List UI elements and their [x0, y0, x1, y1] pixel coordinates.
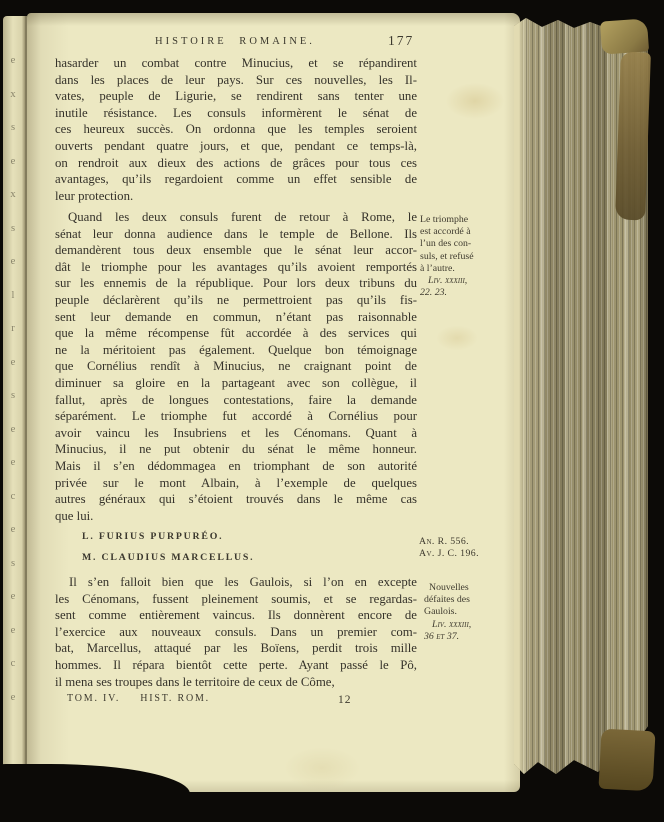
footer-work: HIST. ROM. [140, 693, 210, 704]
page-number: 177 [388, 33, 415, 48]
footer-volume: TOM. IV. [67, 693, 121, 704]
text-line: que la même récompense fût accordée à des services qui [55, 326, 417, 341]
text-line: M. CLAUDIUS MARCELLUS. [82, 551, 255, 563]
text-line: ouverts pendant quatre jours, et que, pendant ce temps-là, [55, 138, 417, 153]
text-line: c [10, 658, 16, 669]
text-line: leur protection. [55, 188, 134, 203]
text-line: que lui. [55, 508, 94, 523]
consul-heading [82, 527, 382, 568]
text-line: inutile résistance. Les consuls informèrent le sénat de [55, 105, 417, 120]
margin-note-triumph [420, 214, 516, 299]
text-line: on rendroit aux dieux des actions de grâces pour tous ces [55, 155, 417, 170]
margin-note-defeats [424, 582, 514, 643]
text-line: e [10, 155, 16, 167]
body-paragraph-2 [55, 209, 417, 524]
text-line: Gaulois. [424, 606, 457, 618]
text-line: il mena ses troupes dans le territoire de ceux de Côme, [55, 674, 335, 689]
signature-mark: 12 [338, 694, 352, 706]
cover-edge-bottom [598, 729, 655, 792]
text-line: dât le triomphe pour les avantages qu’ils avoient remportés [55, 259, 417, 274]
text-line: diminuer sa gloire en la partageant avec son collègue, il [55, 375, 417, 390]
text-line: est accordé à [420, 226, 471, 238]
text-line: que Cornélius rendît à Minucius, ne craignant point de [55, 359, 417, 374]
text-line: e [10, 423, 16, 435]
text-line: e [10, 624, 16, 636]
text-line: L. FURIUS PURPURÉO. [82, 531, 224, 542]
text-line: sent comme entièrement vaincus. Ils donnèrent encore de [55, 608, 417, 623]
text-line: x [10, 189, 16, 200]
cover-edge-corner [600, 18, 649, 54]
text-line: hommes. Il répara bientôt cette perte. Ayant passé le Pô, [55, 657, 417, 672]
margin-note-citation [420, 275, 516, 299]
text-line: ne la méritoient pas également. Quelque bon témoignage [55, 342, 417, 357]
text-line: x [10, 88, 16, 100]
body-paragraph-3 [55, 574, 417, 690]
text-line: 36 et 37. [424, 630, 460, 642]
margin-note-citation [424, 619, 514, 643]
text-line: e [10, 524, 16, 535]
text-line: bat, Marcellus, attaqué par les Boïens, perdit trois mille [55, 641, 417, 656]
text-line: l’exercice aux nouveaux consuls. Dans un premier com- [55, 624, 417, 639]
text-line: e [10, 356, 16, 368]
margin-note-text [420, 214, 516, 275]
text-line: avoir vaincu les Insubriens et les Cénomans. Quant à [55, 425, 417, 440]
text-line: s [10, 122, 16, 133]
facing-page-edge [3, 16, 27, 774]
text-line: l’un des con- [420, 238, 472, 250]
running-header: HISTOIRE ROMAINE. [155, 36, 315, 47]
text-line: Il s’en falloit bien que les Gaulois, si l’on en excepte [69, 575, 417, 589]
text-line: Minucius, il ne put obtenir du sénat le même honneur. [55, 442, 417, 457]
text-line: e [10, 691, 16, 703]
text-line: s [10, 222, 16, 234]
text-line: ces heureux succès. On ordonna que les temples seroient [55, 122, 417, 137]
text-line: vates, peuple de Ligurie, se rendirent sans tenter une [55, 89, 417, 104]
text-line: séparément. Le triomphe fut accordé à Cornélius pour [55, 409, 417, 424]
text-line: s [10, 557, 16, 569]
text-line: demandèrent tous deux ensemble que le sénat leur accor- [55, 243, 417, 258]
text-line: fallut, après de longues contestations, faire la demande [55, 392, 417, 407]
text-line: peuple déclarèrent qu’ils ne permettroient pas qu’ils fis- [55, 292, 417, 307]
page-footer [67, 693, 427, 704]
text-line: hasarder un combat contre Minucius, et se répandirent [55, 56, 417, 70]
text-line: sur les ennemis de la république. Pour lors deux tribuns du [55, 276, 417, 291]
text-line: e [10, 591, 16, 602]
text-line: suls, et refusé [420, 250, 474, 262]
text-line: sénat leur donna audience dans le temple de Bellone. Ils [55, 226, 417, 241]
text-line: Liv. xxxiii, [432, 618, 472, 630]
text-line: e [10, 457, 16, 468]
text-line: An. R. 556. [419, 536, 470, 547]
text-line: avantages, qu’ils regardoient comme un effet sensible de [55, 172, 417, 187]
text-line: autres généraux qui s’étoient trouvés dans le même cas [55, 492, 417, 507]
text-line: 22. 23. [420, 287, 447, 299]
text-line: Le triomphe [420, 214, 469, 225]
text-line: les Cénomans, fussent pleinement soumis, et se regardas- [55, 591, 417, 606]
facing-page-text-fragments [5, 44, 21, 714]
cover-edge-top [615, 52, 651, 221]
text-line: dans les places de leur pays. Sur ces nouvelles, les Il- [55, 72, 417, 87]
margin-note-text [419, 536, 515, 560]
text-line: Liv. xxxiii, [428, 275, 468, 287]
text-line: Mais il s’en dédommagea en triomphant de son autorité [55, 458, 417, 473]
body-paragraph-1 [55, 55, 417, 204]
text-line: r [11, 323, 15, 334]
text-line: privée sur le mont Albain, à l’exemple de quelques [55, 475, 417, 490]
text-line: Nouvelles [429, 582, 469, 593]
text-line: à l’autre. [420, 262, 455, 274]
margin-note-text [424, 582, 514, 619]
text-line: s [10, 390, 16, 401]
text-line: Quand les deux consuls furent de retour à Rome, le [68, 210, 417, 224]
text-line: défaites des [424, 594, 470, 606]
text-line: sent leur demande en commun, n’étant pas raisonnable [55, 309, 417, 324]
text-line: c [10, 490, 16, 502]
text-line: l [11, 289, 15, 301]
margin-note-year [419, 536, 515, 560]
text-line: Av. J. C. 196. [419, 548, 479, 560]
text-line: e [10, 256, 16, 267]
text-line: e [10, 55, 16, 66]
